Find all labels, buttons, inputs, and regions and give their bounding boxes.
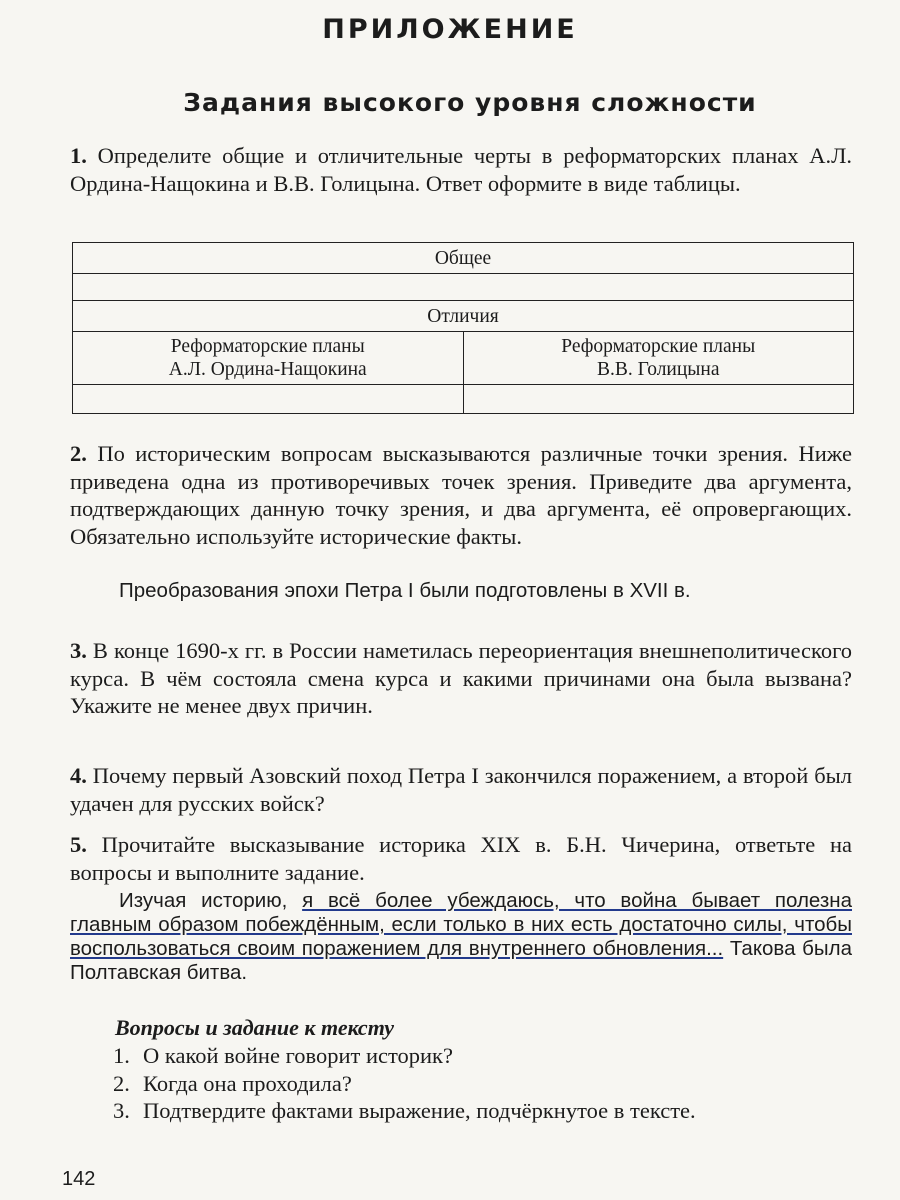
task-number: 1. xyxy=(70,143,87,168)
task-5 xyxy=(70,831,852,886)
question-number: 1. xyxy=(113,1043,130,1068)
task-text: Определите общие и отличительные черты в реформаторских планах А.Л. Ордина-Нащокина и В.В. Голицына. Ответ оформите в виде таблицы. xyxy=(70,143,852,196)
task-number: 4. xyxy=(70,763,87,788)
task-3 xyxy=(70,637,852,720)
col1-line2: А.Л. Ордина-Нащокина xyxy=(168,359,367,380)
chicherin-quote xyxy=(70,889,852,985)
question-number: 2. xyxy=(113,1070,130,1096)
table-cell-empty xyxy=(73,274,854,301)
task-4 xyxy=(70,762,852,817)
task-text: В конце 1690-х гг. в России наметилась переориентация внешнеполитического курса. В чём состояла смена курса и какими причинами она была вызвана? Укажите не менее двух причин. xyxy=(70,638,852,718)
table-col-golitsyn xyxy=(463,332,854,385)
table-header-common: Общее xyxy=(73,243,854,274)
task-number: 2. xyxy=(70,441,87,466)
task-2-statement: Преобразования эпохи Петра I были подготовлены в XVII в. xyxy=(119,579,691,602)
list-item xyxy=(113,1097,851,1125)
task-text: По историческим вопросам высказываются различные точки зрения. Ниже приведена одна из противоречивых точек зрения. Приведите два аргумента, подтверждающих данную точку зрения, и два аргумента, её опровергающих. Обязательно используйте исторические факты. xyxy=(70,441,853,549)
task-number: 5. xyxy=(70,832,87,857)
table-cell-empty xyxy=(73,385,464,414)
questions-title: Вопросы и задание к тексту xyxy=(115,1015,395,1040)
list-item xyxy=(113,1070,851,1098)
table-header-differences: Отличия xyxy=(73,301,854,332)
list-item xyxy=(113,1042,851,1070)
question-text: О какой войне говорит историк? xyxy=(143,1043,453,1068)
appendix-title: ПРИЛОЖЕНИЕ xyxy=(322,14,578,45)
col2-line2: В.В. Голицына xyxy=(597,359,720,380)
reform-plans-table xyxy=(72,242,854,414)
col2-line1: Реформаторские планы xyxy=(561,336,756,357)
quote-start: Изучая историю, xyxy=(119,889,303,912)
quote-underlined: я всё более убеждаюсь, что война бывает полезна главным образом побеждённым, если только в них есть достаточно силы, чтобы воспользоваться своим поражением для внутреннего обновления... xyxy=(70,889,852,960)
col1-line1: Реформаторские планы xyxy=(170,336,365,357)
table-col-ordin-nashchokin xyxy=(73,332,464,385)
task-number: 3. xyxy=(70,638,87,663)
task-1 xyxy=(70,142,852,197)
task-2 xyxy=(70,440,852,550)
page-number: 142 xyxy=(62,1168,96,1190)
table-cell-empty xyxy=(463,385,854,414)
task-text: Почему первый Азовский поход Петра I закончился поражением, а второй был удачен для русских войск? xyxy=(70,763,852,816)
question-number: 3. xyxy=(113,1098,130,1123)
question-text: Когда она проходила? xyxy=(143,1070,352,1096)
question-text: Подтвердите фактами выражение, подчёркнутое в тексте. xyxy=(143,1098,696,1123)
task-text: Прочитайте высказывание историка XIX в. Б.Н. Чичерина, ответьте на вопросы и выполните задание. xyxy=(70,832,853,885)
questions-list xyxy=(113,1042,851,1125)
quote-end: Такова была Полтавская битва. xyxy=(70,937,852,984)
section-title: Задания высокого уровня сложности xyxy=(183,88,757,117)
